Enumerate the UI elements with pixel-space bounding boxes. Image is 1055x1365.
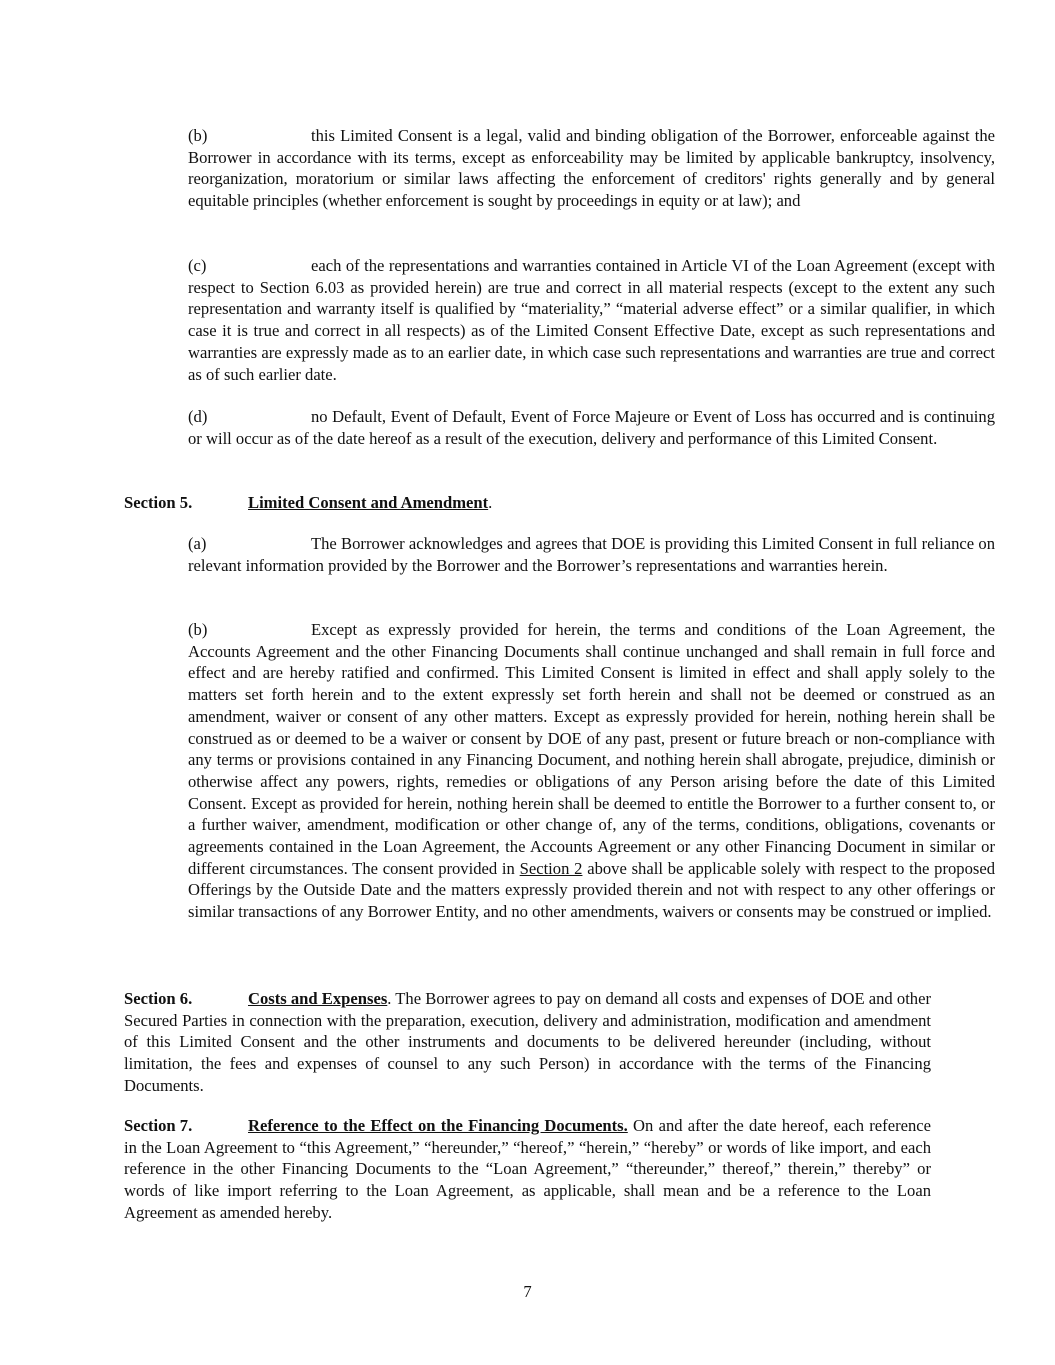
section-label: Section 7. [124, 1116, 193, 1135]
paragraph-5a [124, 533, 995, 576]
paragraph-4d [124, 406, 995, 449]
paragraph-4c [124, 255, 995, 385]
paragraph-text: no Default, Event of Default, Event of Force Majeure or Event of Loss has occurred and is continuing or will occur as of the date hereof as a result of the execution, delivery and performance of this Limited Consent. [188, 407, 995, 448]
section-title: Reference to the Effect on the Financing Documents. [248, 1116, 628, 1135]
section-7 [124, 1115, 931, 1224]
section-text: On and after the date hereof, each reference in the Loan Agreement to “this Agreement,” “hereunder,” “hereof,” “herein,” “hereby” or words of like import, and each reference in the other Financing Documents to the “Loan Agreement,” “thereunder,” thereof,” therein,” thereby” or words of like import referring to the Loan Agreement, as applicable, shall mean and be a reference to the Loan Agreement as amended hereby. [124, 1116, 931, 1222]
paragraph-text: this Limited Consent is a legal, valid and binding obligation of the Borrower, enforceable against the Borrower in accordance with its terms, except as enforceability may be limited by applicable bankruptcy, insolvency, reorganization, moratorium or similar laws affecting the enforcement of creditors' rights generally and by general equitable principles (whether enforcement is sought by proceedings in equity or at law); and [188, 126, 995, 211]
paragraph-label: (a) [188, 534, 207, 553]
section-text: . The Borrower agrees to pay on demand all costs and expenses of DOE and other Secured Parties in connection with the preparation, execution, delivery and administration, modification and amendment of this Limited Consent and the other instruments and documents to be delivered hereunder (including, without limitation, the fees and expenses of counsel to any such Person) in accordance with the terms of the Financing Documents. [124, 989, 931, 1095]
section-label: Section 6. [124, 989, 193, 1008]
paragraph-label: (b) [188, 620, 208, 639]
paragraph-label: (b) [188, 126, 208, 145]
section-title: Limited Consent and Amendment [248, 493, 489, 512]
paragraph-4b [124, 125, 995, 212]
paragraph-text: The Borrower acknowledges and agrees that DOE is providing this Limited Consent in full reliance on relevant information provided by the Borrower and the Borrower’s representations and warranties herein. [188, 534, 995, 575]
paragraph-text: above shall be applicable solely with respect to the proposed Offerings by the Outside Date and the matters expressly provided therein and not with respect to any other offerings or similar transactions of any Borrower Entity, and no other amendments, waivers or consents may be construed or implied. [188, 858, 995, 922]
paragraph-text: each of the representations and warranties contained in Article VI of the Loan Agreement (except with respect to Section 6.03 as provided herein) are true and correct in all material respects (except to the extent any such representation and warranty itself is qualified by “materiality,” “material adverse effect” or a similar qualifier, in which case it is true and correct in all respects) as of the Limited Consent Effective Date, except as such representations and warranties are expressly made as to an earlier date, in which case such representations and warranties are true and correct as of such earlier date. [188, 256, 995, 384]
section-2-reference: Section 2 [519, 858, 583, 878]
section-5-heading [124, 492, 931, 514]
paragraph-label: (d) [188, 407, 208, 426]
punctuation: . [488, 493, 493, 512]
page-number: 7 [523, 1282, 532, 1301]
section-title: Costs and Expenses [248, 989, 388, 1008]
paragraph-5b [124, 619, 995, 923]
section-6 [124, 988, 931, 1097]
section-label: Section 5. [124, 493, 193, 512]
paragraph-label: (c) [188, 256, 207, 275]
paragraph-text: Except as expressly provided for herein, the terms and conditions of the Loan Agreement, the Accounts Agreement and the other Financing Documents shall continue unchanged and shall remain in full force and effect and are hereby ratified and confirmed. This Limited Consent is limited in effect and shall apply solely to the matters set forth herein and to the extent expressly set forth herein and shall not be deemed or construed as an amendment, waiver or consent of any other matters. Except as expressly provided for herein, nothing herein shall be construed as or deemed to be a waiver or consent by DOE of any past, present or future breach or non-compliance with any terms or provisions contained in any Financing Document, and nothing herein shall abrogate, prejudice, diminish or otherwise affect any powers, rights, remedies or obligations of any Person arising before the date of this Limited Consent. Except as provided for herein, nothing herein shall be deemed to entitle the Borrower to a further consent to, or a further waiver, amendment, modification or other change of, any of the terms, conditions, obligations, covenants or agreements contained in the Loan Agreement, the Accounts Agreement or any other Financing Document in similar or different circumstances. The consent provided in [188, 620, 995, 878]
